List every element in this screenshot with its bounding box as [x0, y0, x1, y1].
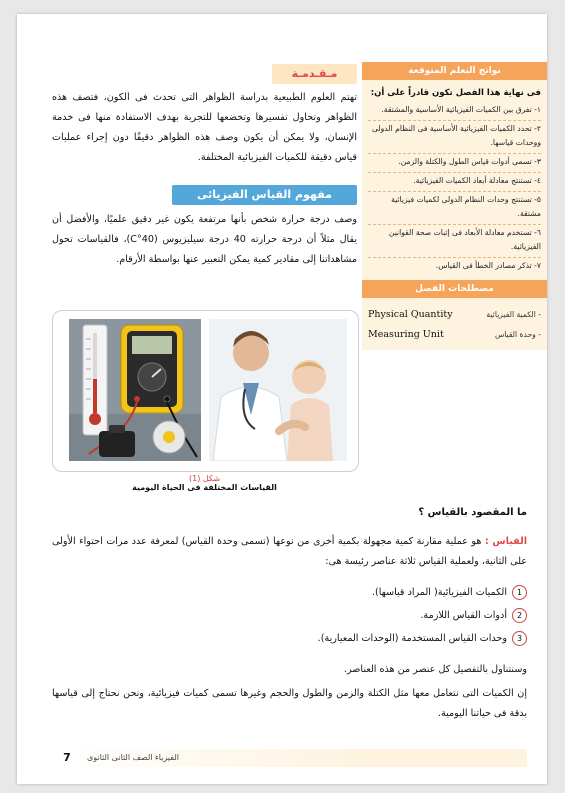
page-number: 7 [54, 749, 80, 767]
outcome-item: ٢- تحدد الكميات الفيزيائية الأساسية فى النظام الدولى ووحدات قياسها. [368, 121, 541, 154]
closing-paragraph: إن الكميات التى نتعامل معها مثل الكتلة والزمن والطول والحجم وغيرها تسمى كميات فيزيائية، ونحن نحتاج إلى قياسها بدقة فى حياتنا اليومية. [52, 688, 527, 719]
outcome-item: ٥- تستنتج وحدات النظام الدولى لكميات فيزيائية مشتقة. [368, 192, 541, 225]
learning-outcomes-intro: فى نهاية هذا الفصل تكون قادراً على أن: [370, 88, 541, 98]
figure-label: شكل (1) [188, 474, 221, 483]
chapter-terms [362, 298, 547, 350]
page [17, 14, 547, 784]
term-row [368, 324, 541, 344]
measurement-elements-list [52, 581, 527, 650]
doctor-child-photo [209, 319, 347, 461]
learning-outcomes-panel [362, 62, 547, 350]
learning-outcomes-title: نواتج التعلم المتوقعة [362, 62, 547, 80]
follow-up-paragraph: وسنتناول بالتفصيل كل عنصر من هذه العناصر. [343, 664, 527, 675]
outcome-item: ١- تفرق بين الكميات الفيزيائية الأساسية والمشتقة. [368, 102, 541, 121]
chapter-terms-title: مصطلحات الفصل [362, 280, 547, 298]
item-text: أدوات القياس اللازمة. [420, 610, 507, 621]
term-row [368, 304, 541, 324]
item-number: 2 [512, 608, 527, 623]
outcome-item: ٣- تسمى أدوات قياس الطول والكتلة والزمن. [368, 154, 541, 173]
measurement-definition [52, 532, 527, 572]
item-number: 1 [512, 585, 527, 600]
item-text: الكميات الفيزيائية( المراد قياسها). [371, 587, 507, 598]
term-english: Physical Quantity [368, 308, 453, 320]
outcome-item: ٧- تذكر مصادر الخطأ فى القياس. [435, 261, 541, 270]
measurement-question: ما المقصود بالقياس ؟ [418, 507, 527, 518]
page-footer [52, 749, 527, 767]
outcome-item: ٦- تستخدم معادلة الأبعاد فى إثبات صحة القوانين الفيزيائية. [368, 225, 541, 258]
intro-paragraph: تهتم العلوم الطبيعية بدراسة الظواهر التى تحدث فى الكون، فتصف هذه الظواهر وتحاول تفسيرها وتخضعها للتجربة بهدف الاستفادة منها فى خدمة الإنسان، ولا يمكن أن يكون وصف هذه الظواهر دقيقًا دون إجراء عمليات قياس دقيقة للكميات الفيزيائية المختلفة. [52, 92, 357, 163]
term-arabic: - وحدة القياس [494, 329, 541, 339]
term-english: Measuring Unit [368, 328, 444, 340]
figure-caption [52, 474, 357, 492]
measuring-tools-illustration [69, 319, 201, 461]
figure-caption-text: القياسات المختلفة فى الحياة اليومية [132, 483, 277, 492]
outcome-item: ٤- تستنتج معادلة أبعاد الكميات الفيزيائية. [368, 173, 541, 192]
concept-paragraph: وصف درجة حرارة شخص بأنها مرتفعة يكون غير دقيق علميًا، والأفضل أن يقال مثلاً أن درجة حرارته 40 درجة سيليزيوس (40°C)، فالقياسات تحول مشاهداتنا إلى مقادير كمية يمكن التعبير عنها بواسطة الأرقام. [52, 214, 357, 265]
footer-book-title: الفيزياء الصف الثانى الثانوى [87, 753, 180, 762]
list-item [52, 627, 527, 650]
list-item [52, 581, 527, 604]
intro-heading: مـقـدمـة [272, 64, 357, 84]
definition-term: القياس : [484, 536, 527, 547]
item-text: وحدات القياس المستخدمة (الوحدات المعيارية). [317, 633, 507, 644]
definition-text: هو عملية مقارنة كمية مجهولة بكمية أخرى من نوعها (تسمى وحدة القياس) لمعرفة عدد مرات احتواء الأولى على الثانية، ولعملية القياس ثلاثة عناصر رئيسة هى: [52, 536, 527, 567]
measuring-tools-photo [69, 319, 201, 461]
item-number: 3 [512, 631, 527, 646]
learning-outcomes-list [362, 102, 547, 276]
term-arabic: - الكمية الفيزيائية [486, 309, 541, 319]
doctor-examining-child-illustration [209, 319, 347, 461]
list-item [52, 604, 527, 627]
concept-heading: مفهوم القياس الفيزيائى [172, 185, 357, 205]
figure-1 [52, 310, 359, 472]
